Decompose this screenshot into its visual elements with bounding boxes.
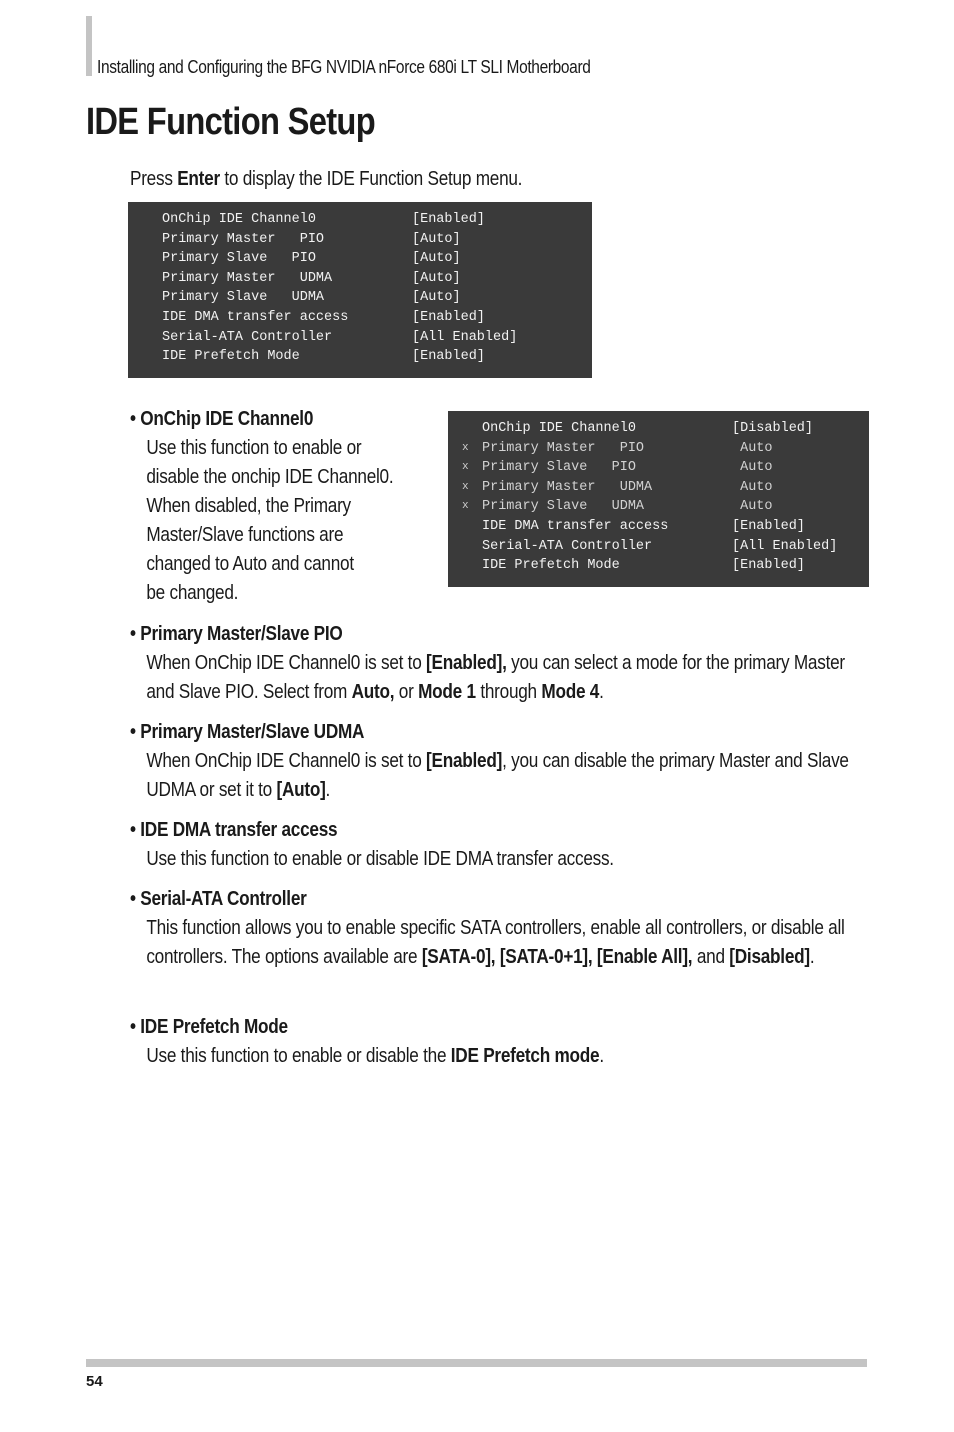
section-body bbox=[130, 649, 871, 707]
bios-row bbox=[128, 269, 592, 289]
bios-row bbox=[448, 458, 869, 478]
section-heading: • Primary Master/Slave PIO bbox=[130, 623, 343, 645]
bios-value: Auto bbox=[732, 460, 773, 476]
bios-row bbox=[448, 478, 869, 498]
bios-value: [All Enabled] bbox=[412, 329, 518, 345]
bios-row bbox=[128, 347, 592, 367]
bios-menu-enabled bbox=[128, 202, 592, 378]
bios-value: [Enabled] bbox=[412, 349, 485, 365]
section-primary-udma bbox=[130, 718, 870, 805]
bios-value: Auto bbox=[732, 499, 773, 515]
body-line: disable the onchip IDE Channel0. bbox=[146, 466, 394, 488]
bios-label: IDE Prefetch Mode bbox=[162, 349, 300, 365]
bios-row bbox=[128, 328, 592, 348]
section-serial-ata bbox=[130, 885, 870, 972]
bios-menu-disabled bbox=[448, 411, 869, 587]
body-emphasis: Auto, bbox=[351, 681, 395, 703]
bios-label: Primary Master PIO bbox=[162, 231, 325, 247]
page-title: IDE Function Setup bbox=[86, 101, 375, 143]
running-header: Installing and Configuring the BFG NVIDIA nForce 680i LT SLI Motherboard bbox=[97, 57, 591, 77]
bios-row bbox=[448, 537, 869, 557]
bios-label: Primary Slave UDMA bbox=[162, 290, 325, 306]
bios-label: IDE DMA transfer access bbox=[482, 518, 669, 534]
bios-value: [Auto] bbox=[412, 290, 461, 306]
section-primary-pio bbox=[130, 620, 870, 707]
body-line: changed to Auto and cannot bbox=[146, 553, 354, 575]
locked-marker: x bbox=[462, 480, 469, 493]
bios-row bbox=[128, 288, 592, 308]
body-text: you can select a mode for the primary Master and Slave PIO. Select from bbox=[146, 652, 845, 703]
body-line: When disabled, the Primary bbox=[146, 495, 351, 517]
bios-row bbox=[128, 210, 592, 230]
section-heading: • IDE DMA transfer access bbox=[130, 819, 338, 841]
body-emphasis: Mode 1 bbox=[418, 681, 476, 703]
bios-value: [Auto] bbox=[412, 231, 461, 247]
intro-key: Enter bbox=[177, 168, 220, 190]
body-text: and bbox=[692, 946, 730, 968]
body-text: , you can disable the primary Master and Slave UDMA or set it to bbox=[146, 750, 849, 801]
section-heading: • IDE Prefetch Mode bbox=[130, 1016, 288, 1038]
body-emphasis: [Auto] bbox=[276, 779, 326, 801]
footer-rule bbox=[86, 1359, 867, 1367]
body-text: When OnChip IDE Channel0 is set to bbox=[146, 750, 427, 772]
bios-label: Serial-ATA Controller bbox=[482, 538, 653, 554]
bios-value: [Enabled] bbox=[732, 558, 805, 574]
intro-text-post: to display the IDE Function Setup menu. bbox=[219, 168, 523, 190]
intro-paragraph bbox=[130, 168, 522, 191]
section-ide-dma bbox=[130, 816, 870, 874]
bios-row bbox=[128, 308, 592, 328]
bios-value: [All Enabled] bbox=[732, 538, 838, 554]
section-heading: • OnChip IDE Channel0 bbox=[130, 408, 314, 430]
bios-row bbox=[448, 497, 869, 517]
body-line: Use this function to enable or bbox=[146, 437, 362, 459]
section-body bbox=[130, 747, 871, 805]
bios-value: [Enabled] bbox=[732, 518, 805, 534]
bios-row bbox=[448, 556, 869, 576]
bios-label: Primary Slave PIO bbox=[482, 460, 636, 476]
body-emphasis: [SATA-0], [SATA-0+1], [Enable All], bbox=[421, 946, 693, 968]
section-heading: • Serial-ATA Controller bbox=[130, 888, 307, 910]
body-line: Master/Slave functions are bbox=[146, 524, 344, 546]
intro-text-pre: Press bbox=[130, 168, 178, 190]
section-body bbox=[130, 914, 871, 972]
body-text: or bbox=[394, 681, 419, 703]
bios-row bbox=[448, 517, 869, 537]
bios-value: [Disabled] bbox=[732, 421, 814, 436]
bios-value: Auto bbox=[732, 440, 773, 456]
section-body bbox=[130, 434, 474, 608]
bios-value: Auto bbox=[732, 479, 773, 495]
bios-label: Primary Master UDMA bbox=[482, 479, 653, 495]
bios-label: OnChip IDE Channel0 bbox=[482, 421, 636, 436]
bios-value: [Enabled] bbox=[412, 212, 485, 227]
page-number: 54 bbox=[86, 1373, 103, 1390]
section-body bbox=[130, 1042, 871, 1071]
bios-label: IDE DMA transfer access bbox=[162, 309, 349, 325]
body-emphasis: [Enabled], bbox=[426, 652, 507, 674]
body-line: be changed. bbox=[146, 582, 239, 604]
locked-marker: x bbox=[462, 441, 469, 454]
body-text: . bbox=[599, 681, 604, 703]
body-text: . bbox=[325, 779, 331, 801]
bios-value: [Enabled] bbox=[412, 309, 485, 325]
section-heading: • Primary Master/Slave UDMA bbox=[130, 721, 365, 743]
body-text: Use this function to enable or disable the bbox=[146, 1045, 451, 1067]
body-text: When OnChip IDE Channel0 is set to bbox=[146, 652, 427, 674]
bios-value: [Auto] bbox=[412, 270, 461, 286]
bios-value: [Auto] bbox=[412, 251, 461, 267]
body-text: This function allows you to enable specific SATA controllers, enable all controllers, or disable all controllers. The options available are bbox=[146, 917, 845, 968]
body-text: . bbox=[599, 1045, 604, 1067]
locked-marker: x bbox=[462, 500, 469, 513]
body-emphasis: IDE Prefetch mode bbox=[450, 1045, 600, 1067]
body-emphasis: [Disabled] bbox=[729, 946, 810, 968]
body-text: . bbox=[809, 946, 815, 968]
bios-label: Primary Slave PIO bbox=[162, 251, 316, 267]
bios-label: Primary Master PIO bbox=[482, 440, 645, 456]
section-body: Use this function to enable or disable IDE DMA transfer access. bbox=[146, 848, 614, 870]
body-emphasis: [Enabled] bbox=[426, 750, 503, 772]
bios-row bbox=[448, 439, 869, 459]
header-accent-bar bbox=[86, 16, 92, 76]
bios-label: Serial-ATA Controller bbox=[162, 329, 333, 345]
bios-label: OnChip IDE Channel0 bbox=[162, 212, 316, 227]
section-ide-prefetch bbox=[130, 1013, 870, 1071]
section-onchip-ide-channel0 bbox=[130, 405, 475, 608]
bios-row bbox=[128, 230, 592, 250]
bios-label: Primary Master UDMA bbox=[162, 270, 333, 286]
body-text: through bbox=[475, 681, 542, 703]
locked-marker: x bbox=[462, 461, 469, 474]
body-emphasis: Mode 4 bbox=[541, 681, 600, 703]
bios-row bbox=[448, 419, 869, 439]
bios-row bbox=[128, 249, 592, 269]
bios-label: Primary Slave UDMA bbox=[482, 499, 645, 515]
bios-label: IDE Prefetch Mode bbox=[482, 558, 620, 574]
